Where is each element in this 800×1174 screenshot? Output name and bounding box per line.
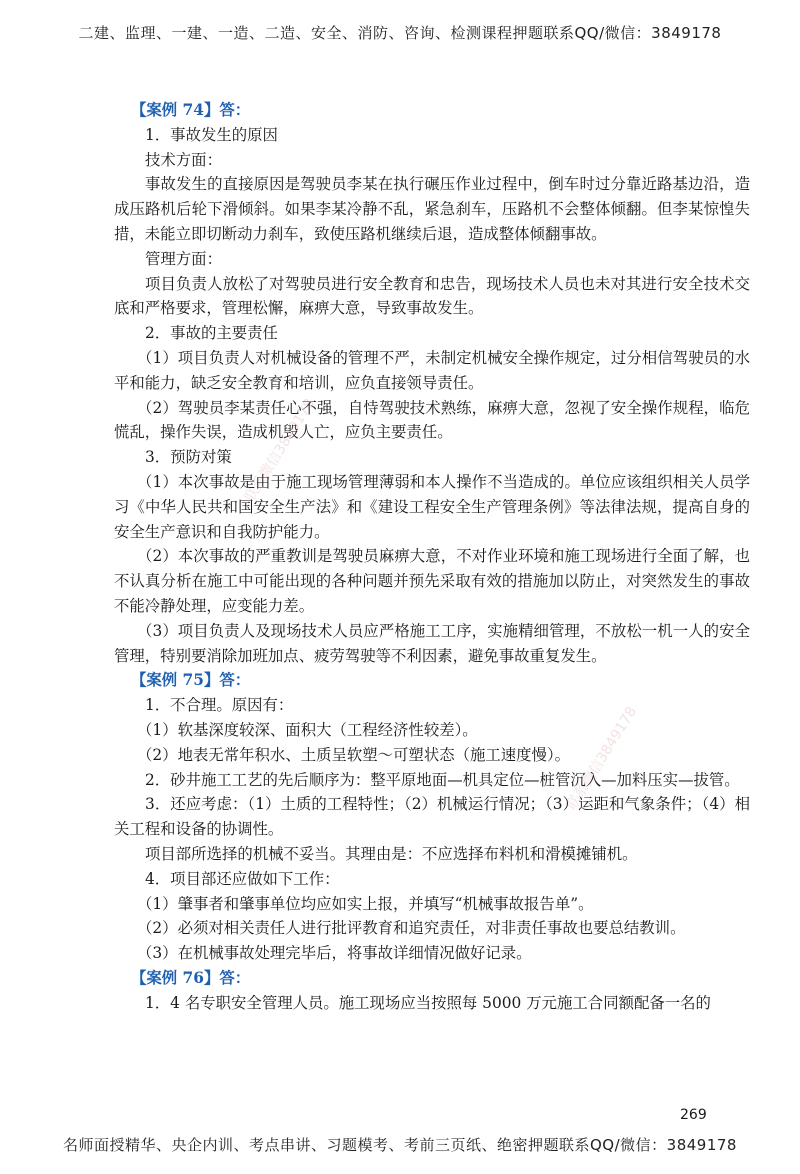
footer-banner: 名师面授精华、央企内训、考点串讲、习题模考、考前三页纸、绝密押题联系QQ/微信：3849178 — [63, 1136, 737, 1154]
header-banner: 二建、监理、一建、一造、二造、安全、消防、咨询、检测课程押题联系QQ/微信：3849178 — [78, 24, 722, 42]
subsection-label: 技术方面： — [145, 150, 222, 169]
case-76-heading: 【案例 76】答： — [131, 968, 251, 987]
list-item: （3）项目负责人及现场技术人员应严格施工工序，实施精细管理，不放松一机一人的安全管理，特别要消除加班加点、疲劳驾驶等不利因素，避免事故重复发生。 — [114, 621, 750, 665]
section-title: 3．预防对策 — [145, 448, 232, 467]
paragraph: 事故发生的直接原因是驾驶员李某在执行碾压作业过程中，倒车时过分靠近路基边沿，造成压路机后轮下滑倾斜。如果李某冷静不乱，紧急刹车，压路机不会整体倾翻。但李某惊惶失措，未能立即切断动力刹车，致使压路机继续后退，造成整体倾翻事故。 — [114, 175, 750, 243]
section-title: 4．项目部还应做如下工作： — [145, 869, 340, 888]
watermark: 联系微信3849178 — [563, 704, 641, 813]
watermark: 联系微信3849178 — [241, 396, 319, 505]
list-item: （1）软基深度较深、面积大（工程经济性较差）。 — [137, 720, 478, 739]
paragraph: 2．砂井施工工艺的先后顺序为：整平原地面—机具定位—桩管沉入—加料压实—拔管。 — [145, 770, 740, 789]
section-title: 1．事故发生的原因 — [145, 125, 278, 144]
paragraph: 1．4 名专职安全管理人员。施工现场应当按照每 5000 万元施工合同额配备一名的 — [145, 993, 711, 1012]
case-75-heading: 【案例 75】答： — [131, 671, 251, 690]
list-item: （1）本次事故是由于施工现场管理薄弱和本人操作不当造成的。单位应该组织相关人员学习《中华人民共和国安全生产法》和《建设工程安全生产管理条例》等法律法规，提高自身的安全生产意识和自我防护能力。 — [114, 472, 750, 541]
list-item: （2）本次事故的严重教训是驾驶员麻痹大意，不对作业环境和施工现场进行全面了解，也不认真分析在施工中可能出现的各种问题并预先采取有效的措施加以防止，对突然发生的事故不能冷静处理，应变能力差。 — [114, 547, 750, 615]
case-74-heading: 【案例 74】答： — [131, 101, 251, 119]
paragraph: 3．还应考虑：（1）土质的工程特性；（2）机械运行情况；（3）运距和气象条件；（4）相关工程和设备的协调性。 — [114, 795, 750, 839]
page-number: 269 — [680, 1107, 707, 1123]
list-item: （1）项目负责人对机械设备的管理不严，未制定机械安全操作规定，过分相信驾驶员的水平和能力，缺乏安全教育和培训，应负直接领导责任。 — [114, 348, 750, 392]
list-item: （3）在机械事故处理完毕后，将事故详细情况做好记录。 — [137, 944, 532, 963]
list-item: （2）驾驶员李某责任心不强，自恃驾驶技术熟练，麻痹大意，忽视了安全操作规程，临危慌乱，操作失误，造成机毁人亡，应负主要责任。 — [114, 398, 750, 442]
paragraph: 项目负责人放松了对驾驶员进行安全教育和忠告，现场技术人员也未对其进行安全技术交底和严格要求，管理松懈，麻痹大意，导致事故发生。 — [114, 274, 750, 318]
subsection-label: 管理方面： — [145, 249, 222, 268]
list-item: （1）肇事者和肇事单位均应如实上报，并填写“机械事故报告单”。 — [137, 894, 594, 913]
list-item: （2）必须对相关责任人进行批评教育和追究责任，对非责任事故也要总结教训。 — [137, 919, 686, 938]
paragraph: 项目部所选择的机械不妥当。其理由是：不应选择布料机和滑模摊铺机。 — [145, 844, 638, 863]
list-item: （2）地表无常年积水、土质呈软塑～可塑状态（施工速度慢）。 — [137, 745, 571, 764]
section-title: 1．不合理。原因有： — [145, 696, 294, 715]
section-title: 2．事故的主要责任 — [145, 324, 278, 343]
document-body — [114, 98, 750, 1015]
